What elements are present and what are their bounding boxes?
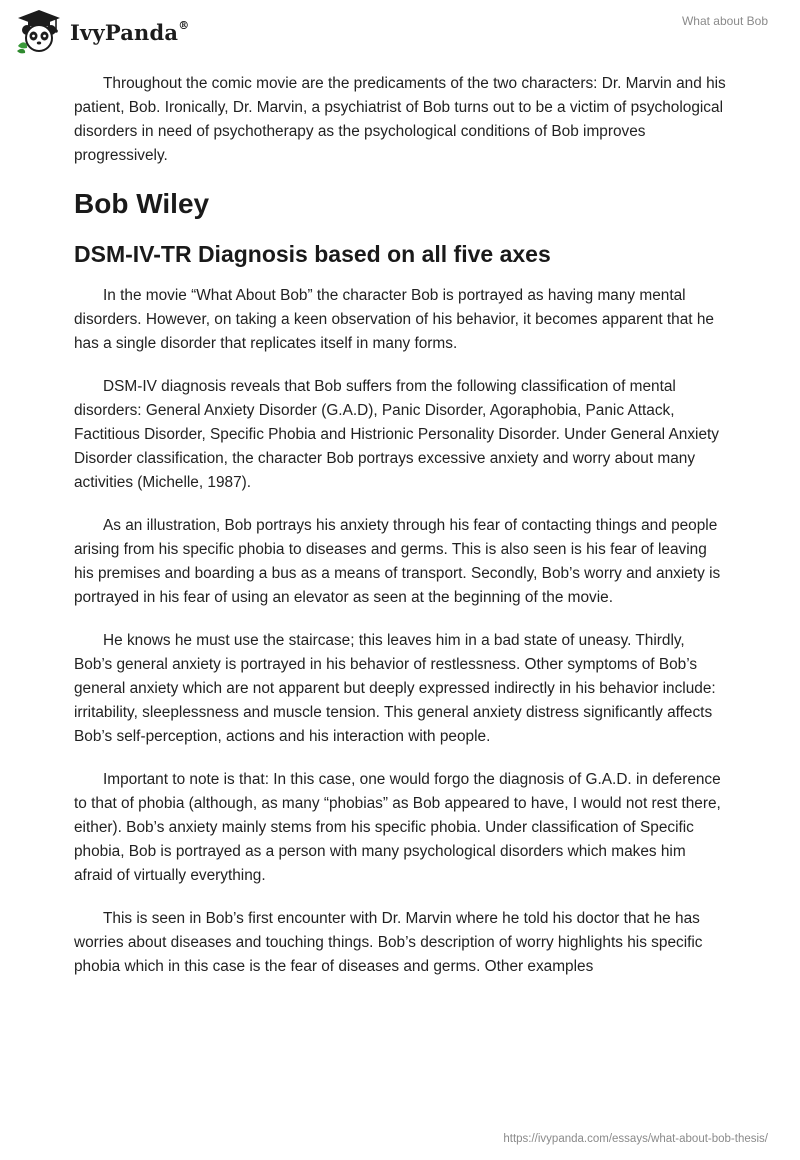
article-body bbox=[74, 72, 726, 998]
panda-graduate-icon bbox=[14, 8, 64, 54]
body-paragraph: This is seen in Bob’s first encounter with Dr. Marvin where he told his doctor that he has worries about diseases and touching things. Bob’s description of worry highlights his specific phobia which in this case is the fear of diseases and germs. Other examples bbox=[74, 910, 703, 975]
section-subheading: DSM-IV-TR Diagnosis based on all five axes bbox=[74, 241, 551, 267]
page-header bbox=[0, 0, 800, 60]
intro-paragraph: Throughout the comic movie are the predicaments of the two characters: Dr. Marvin and his patient, Bob. Ironically, Dr. Marvin, a psychiatrist of Bob turns out to be a victim of psychological disorders in need of psychotherapy as the psychological conditions of Bob improves progressively. bbox=[74, 75, 726, 164]
section-heading: Bob Wiley bbox=[74, 188, 210, 219]
body-paragraph: Important to note is that: In this case, one would forgo the diagnosis of G.A.D. in deference to that of phobia (although, as many “phobias” as Bob appeared to have, I would not rest there, either). Bob’s anxiety mainly stems from his specific phobia. Under classification of Specific phobia, Bob is portrayed as a person with many psychological disorders which makes him afraid of virtually everything. bbox=[74, 771, 721, 884]
body-paragraph: DSM-IV diagnosis reveals that Bob suffers from the following classification of mental disorders: General Anxiety Disorder (G.A.D), Panic Disorder, Agoraphobia, Panic Attack, Factitious Disorder, Specific Phobia and Histrionic Personality Disorder. Under General Anxiety Disorder classification, the character Bob portrays excessive anxiety and worry about many activities (Michelle, 1987). bbox=[74, 378, 719, 491]
body-paragraph: As an illustration, Bob portrays his anxiety through his fear of contacting things and people arising from his specific phobia to diseases and germs. This is also seen is his fear of leaving his premises and boarding a bus as a means of transport. Secondly, Bob’s worry and anxiety is portrayed in his fear of using an elevator as seen at the beginning of the movie. bbox=[74, 517, 721, 606]
ivypanda-logo[interactable] bbox=[14, 8, 189, 54]
source-url-link[interactable]: https://ivypanda.com/essays/what-about-bob-thesis/ bbox=[503, 1133, 768, 1145]
brand-name bbox=[70, 20, 189, 45]
body-paragraph: In the movie “What About Bob” the character Bob is portrayed as having many mental disorders. However, on taking a keen observation of his behavior, it becomes apparent that he has a single disorder that replicates itself in many forms. bbox=[74, 287, 714, 352]
document-title: What about Bob bbox=[681, 14, 768, 28]
brand-text: IvyPanda bbox=[70, 19, 179, 45]
registered-mark: ® bbox=[178, 18, 190, 32]
body-paragraph: He knows he must use the staircase; this leaves him in a bad state of uneasy. Thirdly, Bob’s general anxiety is portrayed in his behavior of restlessness. Other symptoms of Bob’s general anxiety which are not apparent but deeply expressed indirectly in his behavior include: irritability, sleeplessness and muscle tension. This general anxiety distress significantly affects Bob’s self-perception, actions and his interaction with people. bbox=[74, 632, 716, 745]
